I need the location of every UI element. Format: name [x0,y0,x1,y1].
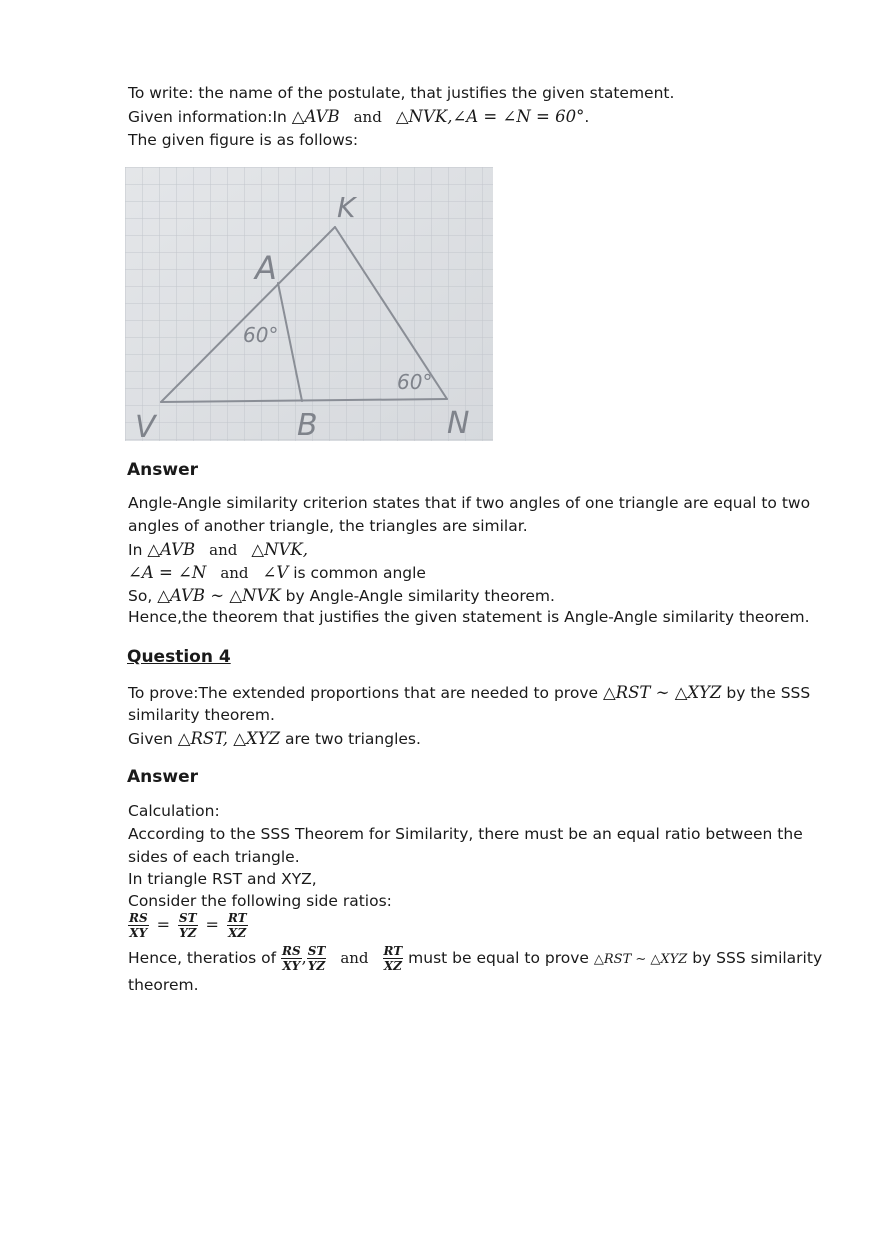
hence-den-yz: YZ [307,959,326,973]
sss-line-1: According to the SSS Theorem for Similarity, there must be an equal ratio between the [128,825,803,843]
ans-and-2: and [220,564,249,582]
ans-common: is common angle [288,564,426,582]
hence-num-st: ST [307,944,326,958]
hence-ratio-rs-xy [281,944,302,973]
ans-line-5 [128,584,555,608]
ans-line-6: Hence,the theorem that justifies the given statement is Angle-Angle similarity theorem. [128,608,810,626]
triangle-figure [125,167,493,441]
ans-line-3 [128,538,308,562]
label-b: B [297,408,318,441]
ratio-equation [128,910,248,940]
hence-must: must be equal to prove [403,949,594,967]
ans-in: In [128,541,148,559]
given-info-line [128,105,589,129]
given-suffix-4: are two triangles. [280,730,421,748]
ratio-st-yz [178,911,198,940]
prove-line-1 [128,681,810,705]
hence-and: and [340,949,369,967]
ratio-rt-xz [227,911,248,940]
prove-suffix: by the SSS [721,684,811,702]
hence-ratio-rt-xz [383,944,404,973]
ans-by: by Angle-Angle similarity theorem. [280,587,555,605]
label-k: K [337,191,356,224]
ans-angle-eq: ∠A = ∠N [128,563,207,582]
ans-so: So, [128,587,158,605]
and-word: and [353,108,382,126]
given-rest: △NVK,∠A = ∠N = 60° [395,107,585,126]
num-rt: RT [227,911,247,925]
given-prefix-4: Given [128,730,178,748]
label-n: N [447,406,470,441]
theorem-line: theorem. [128,976,199,994]
given-end: . [584,108,590,126]
angle-label-a: 60° [243,323,279,347]
ans-and-1: and [209,541,238,559]
ans-line-2: angles of another triangle, the triangles are similar. [128,517,528,535]
hence-similarity: △RST ∼ △XYZ [593,952,688,967]
ratio-rs-xy [128,911,149,940]
to-write-line: To write: the name of the postulate, that justifies the given statement. [128,84,675,102]
hence-line [128,942,822,976]
ans-angle-v: ∠V [262,563,289,582]
hence-comma: , [301,948,307,967]
hence-prefix: Hence, theratios of [128,949,281,967]
prove-line-2: similarity theorem. [128,706,275,724]
angle-label-n: 60° [397,370,433,394]
eq-sign-2: = [205,915,219,934]
ans-line-1: Angle-Angle similarity criterion states that if two angles of one triangle are equal to two [128,494,811,512]
label-v: V [135,410,156,441]
den-yz: YZ [179,926,197,940]
label-a: A [255,249,277,287]
ans-triangle-avb: △AVB [147,540,196,559]
hence-by-sss: by SSS similarity [687,949,823,967]
given-line [128,727,421,751]
prove-similarity: △RST ∼ △XYZ [602,683,722,702]
triangle-avb: △AVB [291,107,340,126]
hence-ratio-st-yz [307,944,327,973]
ans-similarity: △AVB ∼ △NVK [157,586,281,605]
hence-den-xz: XZ [383,959,402,973]
calc-line: Calculation: [128,802,220,820]
answer-heading-2: Answer [127,767,198,787]
ans-line-4 [128,561,426,585]
figure-intro: The given figure is as follows: [128,131,359,149]
den-xy: XY [129,926,148,940]
num-rs: RS [129,911,148,925]
sss-line-3: In triangle RST and XYZ, [128,870,317,888]
den-xz: XZ [228,926,247,940]
prove-prefix: To prove:The extended proportions that are needed to prove [128,684,603,702]
eq-sign-1: = [156,915,170,934]
ans-triangle-nvk: △NVK, [251,540,308,559]
given-triangles: △RST, △XYZ [177,729,281,748]
hence-num-rt: RT [383,944,403,958]
num-st: ST [178,911,197,925]
sss-line-2: sides of each triangle. [128,848,300,866]
answer-heading-1: Answer [127,460,198,480]
sss-line-4: Consider the following side ratios: [128,892,392,910]
given-prefix: Given information:In [128,108,292,126]
question-4-heading: Question 4 [127,647,231,667]
hence-num-rs: RS [281,944,301,958]
hence-den-xy: XY [282,959,301,973]
